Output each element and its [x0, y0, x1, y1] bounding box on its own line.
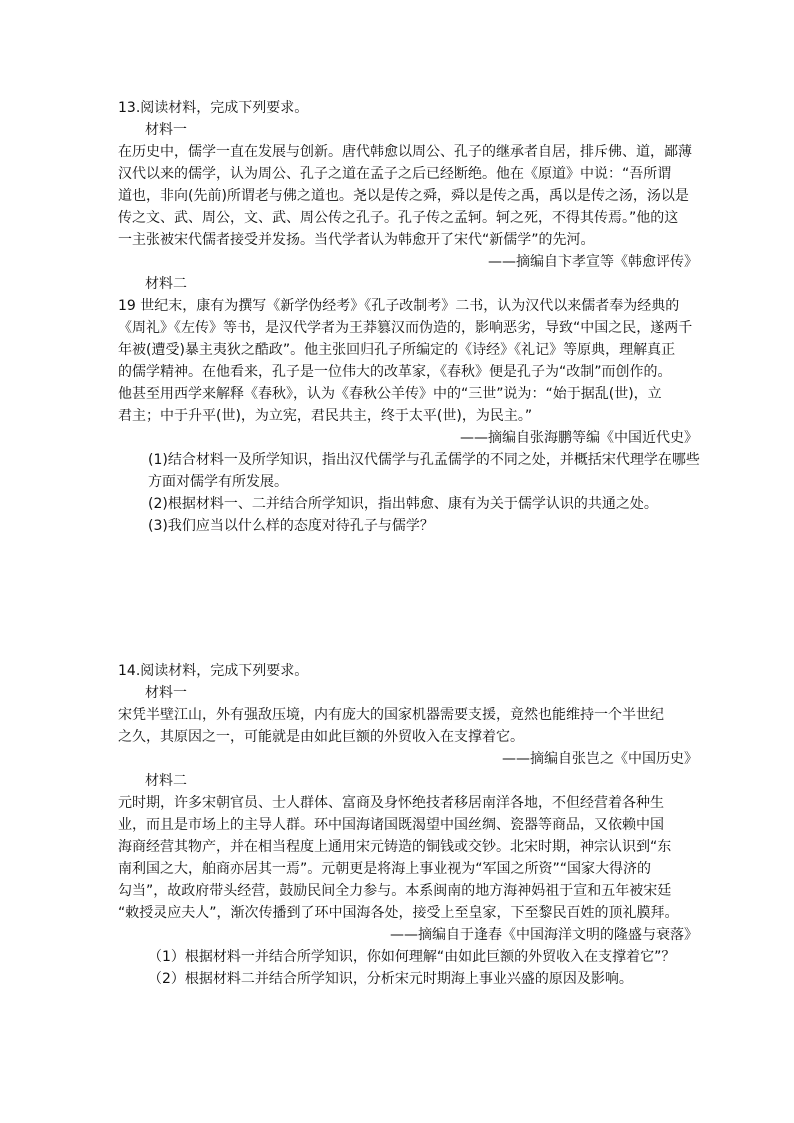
material-text-line: 业，而且是市场上的主导人群。环中国海诸国既渴望中国丝绸、瓷器等商品，又依赖中国: [118, 817, 664, 833]
material-text-line: “敕授灵应夫人”，渐次传播到了环中国海各处，接受上至皇家，下至黎民百姓的顶礼膜拜。: [118, 905, 679, 921]
material-text-line: 一主张被宋代儒者接受并发扬。当代学者认为韩愈开了宋代“新儒学”的先河。: [118, 232, 595, 248]
material-title: 材料二: [145, 276, 187, 292]
material-title: 材料一: [145, 685, 187, 701]
material-text-line: 南利国之大，舶商亦居其一焉”。元朝更是将海上事业视为“军国之所资”“国家大得济的: [118, 861, 652, 877]
material-text-line: 传之文、武、周公，文、武、周公传之孔子。孔子传之孟轲。轲之死，不得其传焉。”他的这: [118, 210, 679, 226]
material-text-line: 《周礼》《左传》等书，是汉代学者为王莽篡汉而伪造的，影响恶劣，导致“中国之民，遂两千: [118, 320, 693, 336]
question-stem: 14.阅读材料，完成下列要求。: [118, 663, 309, 679]
question-stem: 13.阅读材料，完成下列要求。: [118, 100, 309, 116]
material-text-line: 勾当”，故政府带头经营，鼓励民间全力参与。本系闽南的地方海神妈祖于宣和五年被宋廷: [118, 883, 672, 899]
material-text-line: 在历史中，儒学一直在发展与创新。唐代韩愈以周公、孔子的继承者自居，排斥佛、道，鄙薄: [118, 144, 692, 160]
material-text-line: 汉代以来的儒学，认为周公、孔子之道在孟子之后已经断绝。他在《原道》中说：“吾所谓: [118, 166, 672, 182]
material-title: 材料二: [145, 773, 187, 789]
material-source: ——摘编自于逢春《中国海洋文明的隆盛与衰落》: [390, 927, 698, 943]
material-text-line: 道也，非向(先前)所谓老与佛之道也。尧以是传之舜，舜以是传之禹，禹以是传之汤，汤以是: [118, 188, 689, 204]
material-text-line: 年被(遭受)暴主夷狄之酷政”。他主张回归孔子所编定的《诗经》《礼记》等原典，理解真正: [118, 342, 676, 358]
material-text-line: 君主；中于升平(世)，为立宪，君民共主，终于太平(世)，为民主。”: [118, 408, 533, 424]
material-source: ——摘编自卞孝宣等《韩愈评传》: [488, 254, 698, 270]
sub-question: 方面对儒学有所发展。: [148, 474, 288, 490]
material-text-line: 元时期，许多宋朝官员、士人群体、富商及身怀绝技者移居南洋各地，不但经营着各种生: [118, 795, 664, 811]
material-text-line: 之久，其原因之一，可能就是由如此巨额的外贸收入在支撑着它。: [118, 729, 524, 745]
material-text-line: 他甚至用西学来解释《春秋》，认为《春秋公羊传》中的“三世”说为：“始于据乱(世)，立: [118, 386, 662, 402]
sub-question: （1）根据材料一并结合所学知识，你如何理解“由如此巨额的外贸收入在支撑着它”？: [148, 949, 676, 965]
material-text-line: 19 世纪末，康有为撰写《新学伪经考》《孔子改制考》二书，认为汉代以来儒者奉为经典的: [118, 298, 680, 314]
material-source: ——摘编自张海鹏等编《中国近代史》: [460, 430, 698, 446]
material-text-line: 宋凭半壁江山，外有强敌压境，内有庞大的国家机器需要支援，竟然也能维持一个半世纪: [118, 707, 664, 723]
material-source: ——摘编自张岂之《中国历史》: [502, 751, 698, 767]
material-title: 材料一: [145, 122, 187, 138]
question-14: [118, 660, 702, 990]
question-13: [118, 97, 702, 537]
sub-question: (3)我们应当以什么样的态度对待孔子与儒学？: [148, 518, 434, 534]
sub-question: (2)根据材料一、二并结合所学知识，指出韩愈、康有为关于儒学认识的共通之处。: [148, 496, 658, 512]
material-text-line: 海商经营其物产，并在相当程度上通用宋元铸造的铜钱或交钞。北宋时期，神宗认识到“东: [118, 839, 672, 855]
material-text-line: 的儒学精神。在他看来，孔子是一位伟大的改革家，《春秋》便是孔子为“改制”而创作的。: [118, 364, 672, 380]
sub-question: (1)结合材料一及所学知识，指出汉代儒学与孔孟儒学的不同之处，并概括宋代理学在哪些: [148, 452, 700, 468]
sub-question: （2）根据材料二并结合所学知识，分析宋元时期海上事业兴盛的原因及影响。: [148, 971, 633, 987]
